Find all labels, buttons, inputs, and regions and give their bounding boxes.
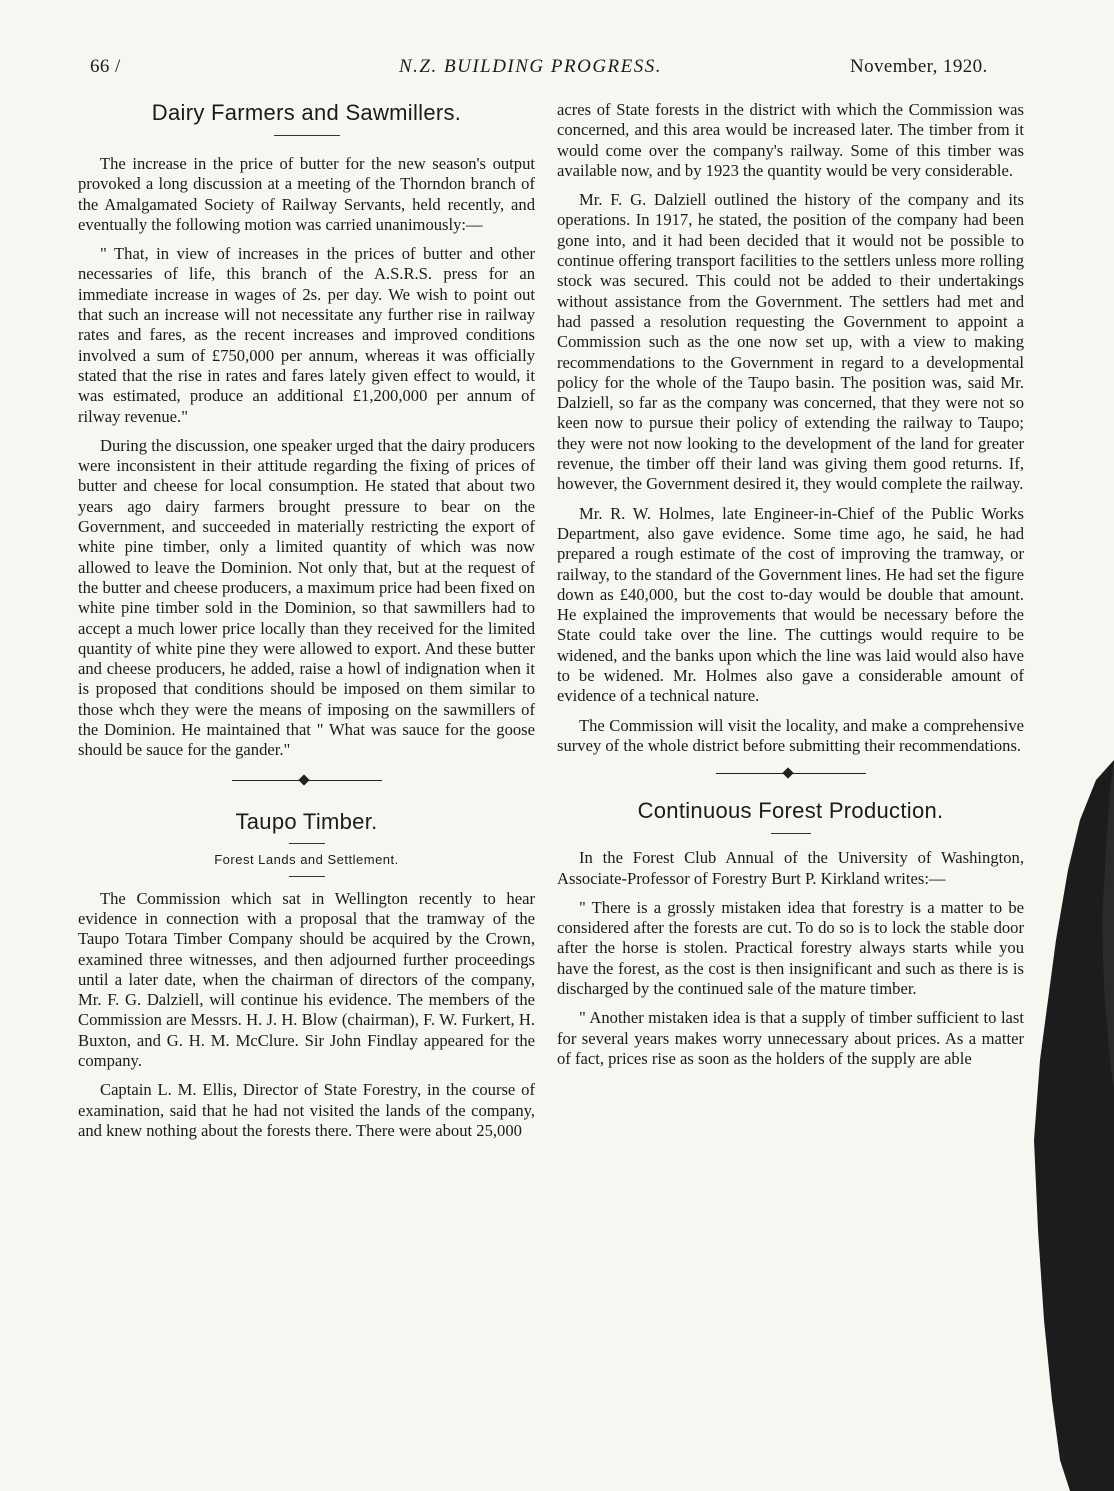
left-column [78, 100, 535, 1150]
article-subtitle: Forest Lands and Settlement. [214, 851, 399, 867]
scan-edge-shadow [1030, 760, 1114, 1491]
page-number: 66 / [90, 56, 121, 77]
journal-title: N.Z. BUILDING PROGRESS. [399, 56, 663, 77]
paragraph: " There is a grossly mistaken idea that forestry is a matter to be considered after the forests are cut. To do so is to lock the stable door after the horse is stolen. Practical forestry always starts while you have the forest, as the cost is then insignificant and such as there is is discharged by the continued sale of the mature timber. [557, 897, 1024, 998]
article-title: Continuous Forest Production. [637, 798, 944, 824]
running-head [0, 56, 1114, 82]
paragraph: The Commission will visit the locality, and make a comprehensive survey of the whole district before submitting their recommendations. [557, 715, 1024, 755]
title-rule [771, 833, 811, 834]
title-rule [289, 876, 325, 877]
diamond-ornament-icon [298, 774, 309, 785]
paragraph: " That, in view of increases in the prices of butter and other necessaries of life, this branch of the A.S.R.S. press for an immediate increase in wages of 2s. per day. We wish to point out that such an increase will not necessitate any further rise in railway rates and fares, as the recent increases and improved conditions involved a sum of £750,000 per annum, whereas it was officially stated that the rise in rates and fares lately given effect to would, it was estimated, produce an additional £1,200,000 per annum of rilway revenue." [78, 244, 535, 426]
paragraph: Captain L. M. Ellis, Director of State Forestry, in the course of examination, said that he had not visited the lands of the company, and knew nothing about the forests there. There were about 25,000 [78, 1080, 535, 1140]
paragraph: Mr. F. G. Dalziell outlined the history of the company and its operations. In 1917, he stated, the position of the company had been gone into, and it had been decided that it would not be possible to continue offering transport facilities to the settlers unless more rolling stock was secured. This could not be added to their undertakings without assistance from the Government. The settlers had met and had passed a resolution requesting the Government to appoint a Commission such as the one now set up, with a view to making recommendations to the Government in regard to a developmental policy for the whole of the Taupo basin. The position was, said Mr. Dalziell, so far as the company was concerned, that they were not so keen now to pursue their policy of extending the railway to Taupo; they were not now looking to the development of the land for greater revenue, the timber off their land was giving them good returns. If, however, the Government desired it, they would complete the railway. [557, 190, 1024, 494]
right-column [557, 100, 1024, 1078]
paragraph: acres of State forests in the district with which the Commission was concerned, and this area would be increased later. The timber from it would come over the company's railway. Some of this timber was available now, and by 1923 the quantity would be very considerable. [557, 100, 1024, 180]
article-title: Dairy Farmers and Sawmillers. [151, 100, 462, 125]
article-continuous-forest-production [557, 798, 1024, 1069]
article-taupo-timber [78, 809, 535, 1142]
issue-date: November, 1920. [850, 56, 988, 77]
section-separator [716, 766, 866, 780]
paragraph: In the Forest Club Annual of the University of Washington, Associate-Professor of Forestry Burt P. Kirkland writes:— [557, 848, 1024, 888]
article-dairy-farmers [78, 100, 535, 761]
article-title: Taupo Timber. [235, 808, 378, 834]
title-rule [274, 135, 340, 136]
section-separator [232, 773, 382, 787]
taupo-timber-continuation [557, 100, 1024, 756]
diamond-ornament-icon [782, 768, 793, 779]
title-rule [289, 843, 325, 844]
paragraph: " Another mistaken idea is that a supply of timber sufficient to last for several years makes worry unnecessary about prices. As a matter of fact, prices rise as soon as the holders of the supply are able [557, 1008, 1024, 1068]
paragraph: The Commission which sat in Wellington recently to hear evidence in connection with a proposal that the tramway of the Taupo Totara Timber Company should be acquired by the Crown, examined three witnesses, and then adjourned further proceedings until a later date, when the chairman of directors of the company, Mr. F. G. Dalziell, will continue his evidence. The members of the Commission are Messrs. H. J. H. Blow (chairman), F. W. Furkert, H. Buxton, and G. H. M. McClure. Sir John Findlay appeared for the company. [78, 888, 535, 1070]
paragraph: Mr. R. W. Holmes, late Engineer-in-Chief of the Public Works Department, also gave evidence. Some time ago, he said, he had prepared a rough estimate of the cost of improving the tramway, or railway, to the standard of the Government lines. He had set the figure down as £40,000, but the cost to-day would be double that amount. He explained the improvements that would be necessary before the State could take over the line. The cuttings would require to be widened, and the banks upon which the line was laid would also have to be widened. Mr. Holmes also gave a considerable amount of evidence of a technical nature. [557, 503, 1024, 706]
paragraph: During the discussion, one speaker urged that the dairy producers were inconsistent in their attitude regarding the fixing of prices of butter and cheese for local consumption. He stated that about two years ago dairy farmers brought pressure to bear on the Government, and succeeded in materially restricting the export of white pine timber, only a limited quantity of which was now allowed to leave the Dominion. Not only that, but at the request of the butter and cheese producers, a maximum price had been fixed on white pine timber sold in the Dominion, so that sawmillers had to accept a much lower price locally than they received for the limited quantity of white pine they were allowed to export. And these butter and cheese producers, he added, raise a howl of indignation when it is proposed that conditions should be imposed on them similar to those whch they were the means of imposing on the sawmillers of the Dominion. He maintained that " What was sauce for the goose should be sauce for the gander." [78, 435, 535, 760]
paragraph: The increase in the price of butter for the new season's output provoked a long discussion at a meeting of the Thorndon branch of the Amalgamated Society of Railway Servants, held recently, and eventually the following motion was carried unanimously:— [78, 154, 535, 234]
